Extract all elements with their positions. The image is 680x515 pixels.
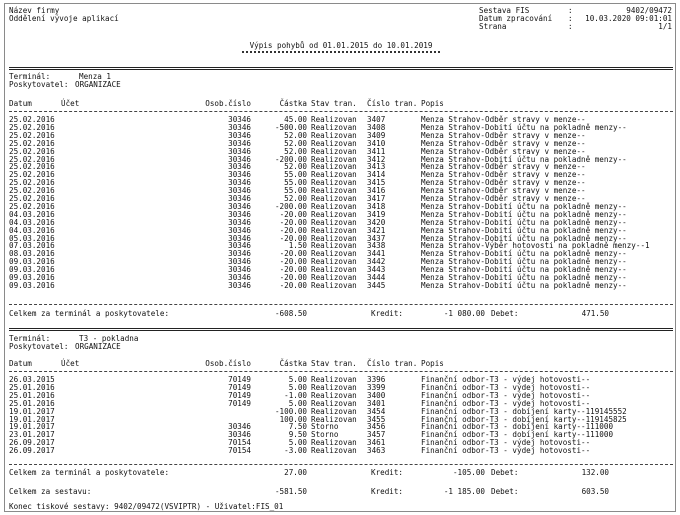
cell-osob: 30346: [228, 257, 251, 267]
cell-datum: 25.02.2016: [9, 146, 55, 156]
section-debet-label: Debet:: [491, 468, 519, 477]
cell-castka: 1.50: [288, 241, 307, 251]
cell-datum: 25.02.2016: [9, 130, 55, 140]
provider-label: Poskytovatel:: [9, 80, 69, 89]
col-popis: Popis: [421, 99, 444, 108]
cell-stav: Realizovan: [311, 257, 357, 267]
cell-cislo: 3412: [367, 154, 386, 164]
cell-castka: 55.00: [284, 186, 307, 196]
cell-popis: Menza Strahov-Výběr hotovosti na pokladně menzy--1: [421, 241, 650, 251]
section-debet-label: Debet:: [491, 309, 519, 318]
cell-castka: -1.00: [284, 390, 307, 400]
cell-stav: Realizovan: [311, 438, 357, 448]
cell-stav: Realizovan: [311, 406, 357, 416]
cell-datum: 25.02.2016: [9, 170, 55, 180]
grand-debet-label: Debet:: [491, 487, 519, 496]
cell-stav: Realizovan: [311, 241, 357, 251]
provider-label: Poskytovatel:: [9, 342, 69, 351]
cell-datum: 08.03.2016: [9, 249, 55, 259]
col-stav: Stav tran.: [311, 359, 357, 368]
grand-total-amount: -581.50: [274, 487, 307, 496]
cell-popis: Menza Strahov-Odběr stravy v menze--: [421, 162, 586, 172]
total-separator: [9, 464, 673, 465]
cell-datum: 23.01.2017: [9, 430, 55, 440]
cell-osob: 30346: [228, 130, 251, 140]
cell-cislo: 3411: [367, 146, 386, 156]
grand-total-label: Celkem za sestavu:: [9, 487, 92, 496]
cell-popis: Menza Strahov-Dobití účtu na pokladně menzy--: [421, 249, 627, 259]
cell-popis: Menza Strahov-Dobití účtu na pokladně menzy--: [421, 209, 627, 219]
cell-castka: -20.00: [279, 257, 307, 267]
cell-castka: -20.00: [279, 249, 307, 259]
cell-cislo: 3410: [367, 138, 386, 148]
section-kredit-label: Kredit:: [371, 468, 404, 477]
cell-osob: 30346: [228, 225, 251, 235]
cell-osob: 30346: [228, 273, 251, 282]
processed-value: 10.03.2020 09:01:01: [585, 14, 672, 23]
cell-osob: 30346: [228, 138, 251, 148]
cell-datum: 09.03.2016: [9, 280, 55, 290]
cell-datum: 04.03.2016: [9, 225, 55, 235]
cell-cislo: 3408: [367, 122, 386, 132]
col-ucet: Účet: [61, 359, 80, 368]
cell-cislo: 3443: [367, 265, 386, 275]
cell-castka: 5.00: [288, 398, 307, 408]
header-underline: [9, 111, 673, 112]
cell-popis: Menza Strahov-Dobití účtu na pokladně menzy--: [421, 280, 627, 290]
header-underline: [9, 371, 673, 372]
cell-castka: -20.00: [279, 225, 307, 235]
cell-stav: Realizovan: [311, 186, 357, 196]
cell-stav: Realizovan: [311, 446, 357, 456]
cell-castka: 100.00: [279, 414, 307, 424]
col-cislo: Číslo tran.: [367, 99, 418, 108]
col-datum: Datum: [9, 359, 32, 368]
cell-stav: Realizovan: [311, 398, 357, 408]
cell-popis: Menza Strahov-Dobití účtu na pokladně menzy--: [421, 257, 627, 267]
cell-osob: 30346: [228, 194, 251, 203]
cell-castka: 45.00: [284, 115, 307, 124]
cell-datum: 25.01.2016: [9, 382, 55, 392]
cell-datum: 19.01.2017: [9, 414, 55, 424]
cell-cislo: 3437: [367, 233, 386, 243]
department-name: Oddělení vývoje aplikací: [9, 14, 119, 23]
col-cislo: Číslo tran.: [367, 359, 418, 368]
cell-popis: Finanční odbor-T3 - výdej hotovosti--: [421, 446, 591, 456]
cell-osob: 30346: [228, 249, 251, 259]
cell-castka: 52.00: [284, 138, 307, 148]
cell-popis: Finanční odbor-T3 - dobíjení karty--119145552: [421, 406, 627, 416]
cell-cislo: 3396: [367, 375, 386, 384]
cell-popis: Menza Strahov-Odběr stravy v menze--: [421, 178, 586, 188]
page-colon: :: [568, 22, 573, 31]
cell-popis: Menza Strahov-Odběr stravy v menze--: [421, 146, 586, 156]
cell-osob: 70149: [228, 375, 251, 384]
cell-datum: 19.01.2017: [9, 406, 55, 416]
page-label: Strana: [479, 22, 507, 31]
cell-osob: 30346: [228, 280, 251, 290]
section-total-amount: -608.50: [274, 309, 307, 318]
title-underline: [242, 51, 440, 55]
section-debet-value: 132.00: [581, 468, 609, 477]
cell-cislo: 3400: [367, 390, 386, 400]
cell-stav: Realizovan: [311, 122, 357, 132]
cell-datum: 25.02.2016: [9, 115, 55, 124]
cell-popis: Menza Strahov-Odběr stravy v menze--: [421, 115, 586, 124]
page-value: 1/1: [658, 22, 672, 31]
cell-datum: 09.03.2016: [9, 265, 55, 275]
cell-datum: 05.03.2016: [9, 233, 55, 243]
cell-osob: 30346: [228, 154, 251, 164]
cell-datum: 26.09.2017: [9, 438, 55, 448]
cell-datum: 25.02.2016: [9, 186, 55, 196]
cell-castka: -200.00: [274, 154, 307, 164]
cell-osob: 30346: [228, 146, 251, 156]
cell-castka: 55.00: [284, 178, 307, 188]
cell-cislo: 3413: [367, 162, 386, 172]
cell-castka: 52.00: [284, 194, 307, 203]
section-total-label: Celkem za terminál a poskytovatele:: [9, 468, 170, 477]
report-page: [4, 3, 676, 512]
cell-osob: 30346: [228, 186, 251, 196]
cell-castka: 55.00: [284, 170, 307, 180]
cell-stav: Realizovan: [311, 162, 357, 172]
cell-popis: Menza Strahov-Odběr stravy v menze--: [421, 130, 586, 140]
cell-osob: 30346: [228, 170, 251, 180]
col-datum: Datum: [9, 99, 32, 108]
cell-stav: Realizovan: [311, 382, 357, 392]
cell-popis: Menza Strahov-Dobití účtu na pokladně menzy--: [421, 154, 627, 164]
cell-datum: 07.03.2016: [9, 241, 55, 251]
cell-castka: -20.00: [279, 265, 307, 275]
cell-stav: Realizovan: [311, 375, 357, 384]
cell-castka: 5.00: [288, 382, 307, 392]
col-osob: Osob.číslo: [205, 99, 251, 108]
cell-popis: Finanční odbor-T3 - výdej hotovosti--: [421, 398, 591, 408]
cell-cislo: 3442: [367, 257, 386, 267]
cell-cislo: 3415: [367, 178, 386, 188]
cell-stav: Storno: [311, 422, 339, 432]
cell-popis: Finanční odbor-T3 - dobíjení karty--111000: [421, 422, 614, 432]
cell-cislo: 3463: [367, 446, 386, 456]
cell-cislo: 3417: [367, 194, 386, 203]
cell-popis: Finanční odbor-T3 - výdej hotovosti--: [421, 375, 591, 384]
cell-popis: Finanční odbor-T3 - výdej hotovosti--: [421, 382, 591, 392]
section-separator: [9, 328, 673, 331]
terminal-label: Terminál:: [9, 334, 51, 343]
cell-cislo: 3455: [367, 414, 386, 424]
cell-cislo: 3414: [367, 170, 386, 180]
cell-osob: 30346: [228, 162, 251, 172]
cell-cislo: 3399: [367, 382, 386, 392]
cell-popis: Menza Strahov-Dobití účtu na pokladně menzy--: [421, 122, 627, 132]
cell-castka: -3.00: [284, 446, 307, 456]
cell-datum: 04.03.2016: [9, 209, 55, 219]
cell-datum: 09.03.2016: [9, 257, 55, 267]
cell-popis: Menza Strahov-Dobití účtu na pokladně menzy--: [421, 225, 627, 235]
cell-osob: 30346: [228, 209, 251, 219]
cell-stav: Realizovan: [311, 138, 357, 148]
cell-castka: -20.00: [279, 280, 307, 290]
cell-osob: 70154: [228, 446, 251, 456]
cell-datum: 25.02.2016: [9, 138, 55, 148]
terminal-value: Menza 1: [79, 72, 112, 81]
cell-osob: 30346: [228, 430, 251, 440]
cell-cislo: 3456: [367, 422, 386, 432]
section-total-amount: 27.00: [284, 468, 307, 477]
col-stav: Stav tran.: [311, 99, 357, 108]
report-label: Sestava FIS: [479, 6, 530, 15]
cell-popis: Menza Strahov-Odběr stravy v menze--: [421, 186, 586, 196]
cell-stav: Realizovan: [311, 154, 357, 164]
cell-osob: 30346: [228, 233, 251, 243]
terminal-value: T3 - pokladna: [79, 334, 139, 343]
cell-datum: 09.03.2016: [9, 273, 55, 282]
col-castka: Částka: [279, 359, 307, 368]
cell-castka: 7.50: [288, 422, 307, 432]
cell-cislo: 3421: [367, 225, 386, 235]
cell-cislo: 3441: [367, 249, 386, 259]
cell-datum: 19.01.2017: [9, 422, 55, 432]
grand-kredit-value: -1 185.00: [443, 487, 485, 496]
cell-datum: 25.02.2016: [9, 154, 55, 164]
cell-osob: 70149: [228, 382, 251, 392]
cell-stav: Realizovan: [311, 390, 357, 400]
cell-castka: -20.00: [279, 217, 307, 227]
cell-popis: Menza Strahov-Dobití účtu na pokladně menzy--: [421, 273, 627, 282]
cell-popis: Menza Strahov-Dobití účtu na pokladně menzy--: [421, 265, 627, 275]
section-separator: [9, 67, 673, 70]
cell-popis: Finanční odbor-T3 - výdej hotovosti--: [421, 438, 591, 448]
processed-label: Datum zpracování: [479, 14, 553, 23]
cell-cislo: 3457: [367, 430, 386, 440]
cell-stav: Realizovan: [311, 225, 357, 235]
cell-castka: -20.00: [279, 209, 307, 219]
cell-datum: 25.02.2016: [9, 162, 55, 172]
cell-osob: 30346: [228, 122, 251, 132]
cell-castka: -100.00: [274, 406, 307, 416]
cell-osob: 30346: [228, 201, 251, 211]
cell-castka: 52.00: [284, 130, 307, 140]
cell-datum: 26.03.2015: [9, 375, 55, 384]
cell-stav: Realizovan: [311, 201, 357, 211]
cell-datum: 25.01.2016: [9, 390, 55, 400]
cell-datum: 26.09.2017: [9, 446, 55, 456]
cell-popis: Menza Strahov-Dobití účtu na pokladně menzy--: [421, 233, 627, 243]
cell-castka: 52.00: [284, 162, 307, 172]
cell-stav: Realizovan: [311, 170, 357, 180]
cell-datum: 25.02.2016: [9, 122, 55, 132]
cell-datum: 25.02.2016: [9, 201, 55, 211]
company-name: Název firmy: [9, 6, 60, 15]
col-castka: Částka: [279, 99, 307, 108]
cell-stav: Realizovan: [311, 194, 357, 203]
provider-value: ORGANIZACE: [75, 342, 121, 351]
cell-osob: 70149: [228, 390, 251, 400]
section-kredit-value: -1 080.00: [443, 309, 485, 318]
col-ucet: Účet: [61, 99, 80, 108]
section-kredit-label: Kredit:: [371, 309, 404, 318]
cell-osob: 30346: [228, 241, 251, 251]
cell-datum: 25.01.2016: [9, 398, 55, 408]
cell-popis: Menza Strahov-Odběr stravy v menze--: [421, 138, 586, 148]
cell-stav: Realizovan: [311, 273, 357, 282]
cell-cislo: 3444: [367, 273, 386, 282]
cell-castka: 52.00: [284, 146, 307, 156]
cell-cislo: 3401: [367, 398, 386, 408]
grand-debet-value: 603.50: [581, 487, 609, 496]
cell-castka: -500.00: [274, 122, 307, 132]
cell-osob: 70154: [228, 438, 251, 448]
section-debet-value: 471.50: [581, 309, 609, 318]
cell-stav: Realizovan: [311, 414, 357, 424]
cell-popis: Menza Strahov-Dobití účtu na pokladně menzy--: [421, 201, 627, 211]
cell-osob: 30346: [228, 217, 251, 227]
cell-osob: 70149: [228, 398, 251, 408]
cell-cislo: 3420: [367, 217, 386, 227]
cell-castka: 5.00: [288, 438, 307, 448]
cell-osob: 30346: [228, 115, 251, 124]
cell-stav: Realizovan: [311, 130, 357, 140]
cell-castka: -20.00: [279, 233, 307, 243]
processed-colon: :: [568, 14, 573, 23]
grand-kredit-label: Kredit:: [371, 487, 404, 496]
cell-stav: Storno: [311, 430, 339, 440]
cell-stav: Realizovan: [311, 249, 357, 259]
cell-stav: Realizovan: [311, 233, 357, 243]
cell-datum: 25.02.2016: [9, 194, 55, 203]
cell-cislo: 3419: [367, 209, 386, 219]
cell-stav: Realizovan: [311, 265, 357, 275]
cell-osob: 30346: [228, 265, 251, 275]
cell-cislo: 3438: [367, 241, 386, 251]
cell-stav: Realizovan: [311, 178, 357, 188]
cell-castka: -20.00: [279, 273, 307, 282]
total-separator: [9, 304, 673, 305]
cell-datum: 04.03.2016: [9, 217, 55, 227]
cell-stav: Realizovan: [311, 209, 357, 219]
terminal-label: Terminál:: [9, 72, 51, 81]
cell-popis: Finanční odbor-T3 - dobíjení karty--111000: [421, 430, 614, 440]
cell-popis: Finanční odbor-T3 - výdej hotovosti--: [421, 390, 591, 400]
cell-cislo: 3418: [367, 201, 386, 211]
cell-cislo: 3409: [367, 130, 386, 140]
col-popis: Popis: [421, 359, 444, 368]
report-title: Výpis pohybů od 01.01.2015 do 10.01.2019: [249, 41, 433, 50]
cell-stav: Realizovan: [311, 146, 357, 156]
cell-datum: 25.02.2016: [9, 178, 55, 188]
cell-popis: Finanční odbor-T3 - dobíjení karty--119145825: [421, 414, 627, 424]
cell-stav: Realizovan: [311, 217, 357, 227]
cell-popis: Menza Strahov-Odběr stravy v menze--: [421, 170, 586, 180]
cell-stav: Realizovan: [311, 115, 357, 124]
col-osob: Osob.číslo: [205, 359, 251, 368]
cell-castka: 9.50: [288, 430, 307, 440]
section-kredit-value: -105.00: [452, 468, 485, 477]
cell-osob: 30346: [228, 178, 251, 188]
cell-castka: -200.00: [274, 201, 307, 211]
cell-cislo: 3445: [367, 280, 386, 290]
report-value: 9402/09472: [626, 6, 672, 15]
report-footer: Konec tiskové sestavy: 9402/09472(VSVIPTR) - Uživatel:FIS_01: [9, 502, 284, 511]
cell-popis: Menza Strahov-Odběr stravy v menze--: [421, 194, 586, 203]
cell-popis: Menza Strahov-Dobití účtu na pokladně menzy--: [421, 217, 627, 227]
report-colon: :: [568, 6, 573, 15]
cell-cislo: 3407: [367, 115, 386, 124]
section-total-label: Celkem za terminál a poskytovatele:: [9, 309, 170, 318]
provider-value: ORGANIZACE: [75, 80, 121, 89]
cell-cislo: 3454: [367, 406, 386, 416]
cell-osob: 30346: [228, 422, 251, 432]
cell-cislo: 3461: [367, 438, 386, 448]
cell-stav: Realizovan: [311, 280, 357, 290]
cell-cislo: 3416: [367, 186, 386, 196]
cell-castka: 5.00: [288, 375, 307, 384]
